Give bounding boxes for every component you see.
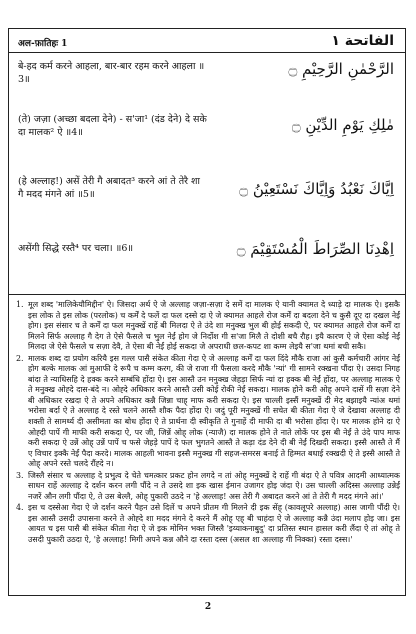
verse-3-arabic: الرَّحْمٰنِ الرَّحِيْمِ ۝ [288,60,394,78]
chapter-header-arabic: الفاتحة ١ [331,33,394,49]
footnote-text: मालक शब्द दा प्रयोग करियै इस गल्ल पासै संकेत कीता गेदा ऐ जे अल्लाह कर्में दा फल दिंदे मौकै राजा आं कुसै कर्मचारी आंगर नेईं होग बल्के मालक आं मुआफी दे रूपै च कम्म करग, की जे राजा गी फैसला करदे मौकै 'न्यां' गी सामने रक्खना पौंदा ऐ। उसदा निगह बांदा ते न्याधिसहि दे हक्क करने सम्बंधि होंदा ऐ। इस आस्तै उन मनुक्ख जेहड़ा सिर्फ न्यां दा हक्क बी नेईं होंदा, पर अल्लाह मालक ऐ ते मनुक्ख ओह्दे दास-बंदे न। ओह्दे अधिकार करने आस्तै उसी कोई रोकी नेईं सकदा। मालक होने करी ओह् अपने दासें गी सज़ा देने बी अधिकार रखदा ऐ ते अपने अधिकार कन्नै जिन्ना चाह् माफ करी सकदा ऐ। इस चाल्ली इस्सैं मनुक्खें दी मेद बझाइयै न्यांअ थमां भरोसा बर्दा ऐ ते अल्लाह दे रस्ते चलने आस्तै शौक पैदा होंदा ऐ। जदुं पूरी मनुक्खें गी सचेत बी कीता गेदा ऐ जे देखावा अल्लाह दी शक्ती ते सामर्थ्य दी असीमता का बोध होंदा ऐ ते प्रार्थना दी स्वीकृति ते गुनाहें दी माफी दा बी भरोसा होंदा ऐ। पर मालक होने दा ऐ ओह्दी पापें गी माफी करी सकदा ऐ, पर जी, जिन्नें ओह् लोक (न्याजै) दा मालक होने ते नाते लोकें पर इस बी नेईं ते उंदे पाप माफ करी सकदा ऐ उन्नें ओह् उन्नें पापें च फसे जेहड़े पापें दे फल भुगतने आस्तै ते कड़ा दंड देने दी बी नेईं दिखदी सकदा। इस्सै आस्तै ते मैं ए विचार इक्कै नेईं पैदा करदे। मालक आहली भावना इस्सै मनुक्ख गी सहज-समरस बनाई ते हिम्मत बधाई रक्खदी ऐ ते इस्सै आस्तै ते ओह् अपने रस्ते चलदे रौंह्दे न। [28,353,400,469]
verse-6-arabic: اِهْدِنَا الصِّرَاطَ الْمُسْتَقِيْمَ ۝ [236,240,394,258]
page-number: 2 [204,602,212,612]
footnote-1 [16,300,400,353]
footnote-text: इस च दस्सेआ गेदा ऐ जे दर्शन करने पैहन उसे दिलें च अपने प्रीतम गी मिलने दी इक सेंह् (कावलूपरे अल्लाह) आस जागी पौंदी ऐ। इस आस्तै उसदी उपासना करने ते ओह्दे शा मदद मंगने दे करने मैं ओह् एह् बी चाहंदा ऐ जे अल्लाह कन्नै उंदा मलाप होइ जा। इस आयत च इस पासै बी संकेत कीता गेदा ऐ जे इक मोमिन भक्त जिस्लै 'इय्याकनाबुदु' दा प्रतिस्त स्थान हासल करी लैंदा ऐ तां ओह् ते उसदी पुकारी उठदा ऐ, 'हे अल्लाह! मिगी अपने कन्न औने दा रस्ता दस्स (असल शा अल्लाह गी निक्का) रस्ता दस्स।' [28,503,400,545]
footnote-number: 3. [16,470,24,480]
footnote-divider [8,294,406,295]
verse-4-arabic: مٰلِكِ يَوْمِ الدِّيْنِ ۝ [291,116,394,134]
verse-6-hindi: असेंगी सिद्धे रस्तै⁴ पर चला। ॥6॥ [18,243,134,254]
footnote-text: जिस्लै संसार च अल्लाह दे प्रभुत्व दे चेते चमत्कार प्रकट होन लगदे न तां ओह् मनुक्खें दे राहें गी बंदा ऐ ते पवित्र आदमी आध्यात्मक साधन राहें अल्लाह दे दर्शन करन लगी पौंदे न ते उसदे शा इक खास ईमान उजागर होइ जंदा ऐ। उस चाल्ली अदिस्स अल्लाह उन्नेईं नजरें औन लगी पौंदा ऐ, ते उस बेल्लै, ओह् पुकारी उठदे न 'हे अल्लाह! अस तेरी गै अबादत करने आं ते तेरी गै मदद मंगने आं।' [28,470,400,501]
footnote-number: 2. [16,353,24,363]
footnote-number: 1. [16,300,24,309]
footnote-text: मूल शब्द 'मालिकेयौमिद्दीन' ऐ। जिसदा अर्थ ऐ जे अल्लाह जज़ा-सज़ा दे समें दा मालक ऐ यानी क्यामत दे ध्याड़े दा मालक ऐ। इसकै इस लोक ते इस लोक (परलोक) च कर्में दे फलें दा फल दस्से दा ऐ जे क्यामत आहले रोज कर्में दा बदला देने च कुसै दूए दा दखल नेईं होग। इस संसार च ते कर्में दा फल मनुक्खें राहें बी मिलदा ऐ ते उंदे शा मनुक्ख भुल बी होई सकदी ऐ, पर क्यामत आहले रोज कर्में दा मिलने सिर्फ अल्लाह गै देग ते ऐसे फैसले च भुल नेईं होग जे निर्दोश गी स'जा मिलै ते दोशी बचै रौह। इयै कारण ऐ जे ऐसा कोई नेईं मिलदा जे ऐसे फैसले च सज़ा देवै, ते ऐसा बी नेईं होई सकदा जे अपराधी छल-कपट शा कम्म लेइयै स'जा थमां बची सकै। [28,300,400,352]
footnote-number: 4. [16,503,24,513]
verse-3-hindi: बे-हद कर्म करने आहला, बार-बार रहम करने आहला ॥3॥ [18,61,205,85]
verse-5-hindi: (हे अल्लाह!) असें तेरी गै अबादत³ करने आं ते तेरै शा गै मदद मंगने आं ॥5॥ [18,176,200,200]
verse-4-hindi: (ते) जज़ा (अच्छा बदला देने) - स'जा¹ (दंड देने) दे सके दा मालक² ऐ ॥4॥ [18,114,207,138]
footnote-3 [16,471,400,503]
header-divider [8,52,406,53]
verse-5-arabic: اِيَّاكَ نَعْبُدُ وَاِيَّاكَ نَسْتَعِيْنُ ۝ [239,180,394,198]
footnote-4 [16,503,400,545]
footnote-2 [16,354,400,470]
footnotes-list [16,300,400,547]
chapter-header-hindi: अल-फ़ातिहः 1 [18,39,68,49]
